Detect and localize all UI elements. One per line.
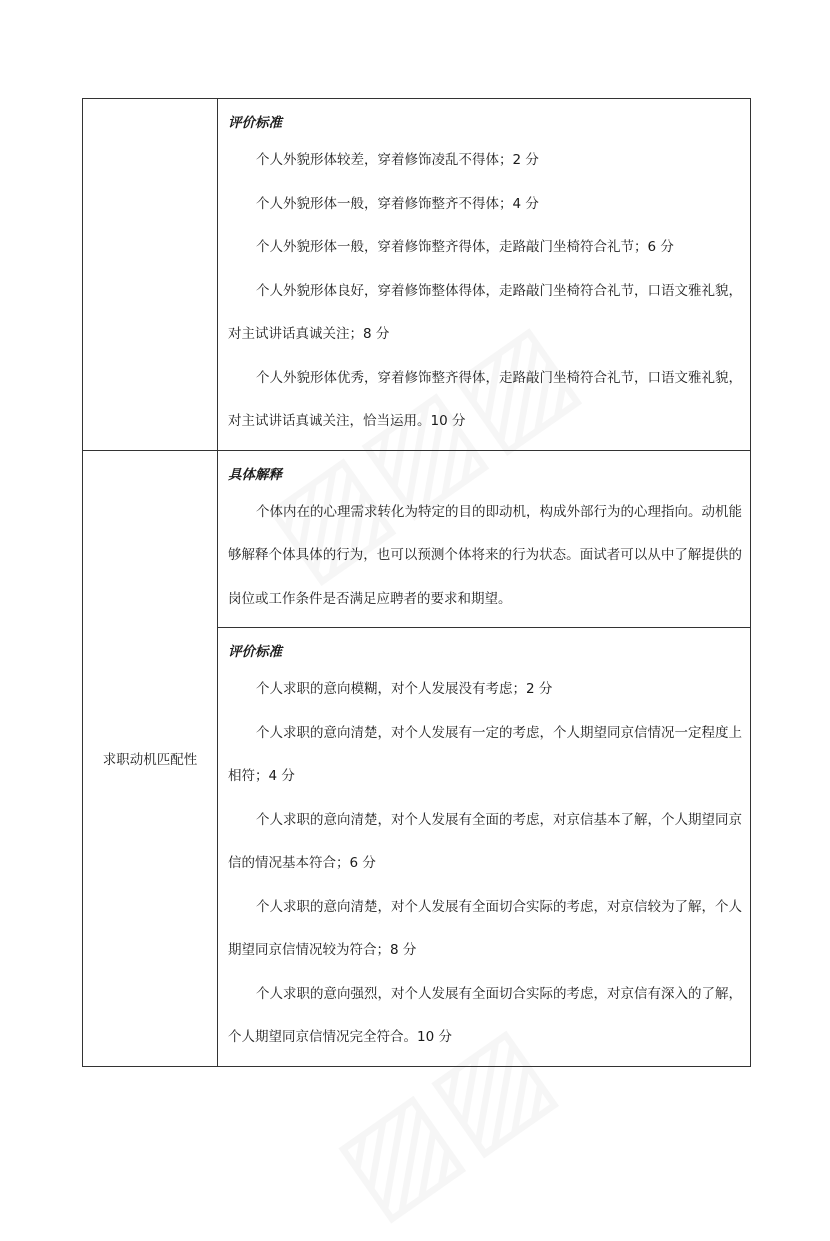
section-heading: 评价标准 (228, 115, 282, 131)
criterion-paragraph: 个人外貌形体较差，穿着修饰凌乱不得体；2 分 (256, 152, 539, 168)
section-heading: 评价标准 (228, 644, 282, 660)
explanation-paragraph: 个体内在的心理需求转化为特定的目的即动机，构成外部行为的心理指向。动机能够解释个体具体的行为，也可以预测个体将来的行为状态。面试者可以从中了解提供的岗位或工作条件是否满足应聘者的要求和期望。 (228, 503, 742, 607)
table-row (83, 99, 751, 451)
criterion-paragraph: 个人外貌形体优秀，穿着修饰整齐得体，走路敲门坐椅符合礼节，口语文雅礼貌，对主试讲话真诚关注，恰当运用。10 分 (228, 369, 742, 429)
table-row (83, 450, 751, 628)
criterion-paragraph: 个人求职的意向模糊，对个人发展没有考虑；2 分 (256, 681, 553, 697)
section-heading: 具体解释 (228, 466, 282, 483)
criterion-paragraph: 个人外貌形体一般，穿着修饰整齐不得体；4 分 (256, 195, 539, 212)
criterion-paragraph: 个人外貌形体良好，穿着修饰整体得体，走路敲门坐椅符合礼节，口语文雅礼貌，对主试讲话真诚关注；8 分 (228, 282, 742, 342)
criterion-paragraph: 个人求职的意向清楚，对个人发展有全面切合实际的考虑，对京信较为了解，个人期望同京信情况较为符合；8 分 (228, 898, 742, 958)
criterion-paragraph: 个人求职的意向清楚，对个人发展有全面的考虑，对京信基本了解，个人期望同京信的情况基本符合；6 分 (228, 811, 742, 871)
evaluation-standard-cell (218, 628, 751, 1067)
criteria-table (82, 98, 751, 1067)
criterion-paragraph: 个人求职的意向清楚，对个人发展有一定的考虑，个人期望同京信情况一定程度上相符；4 分 (228, 724, 742, 784)
criterion-paragraph: 个人求职的意向强烈，对个人发展有全面切合实际的考虑，对京信有深入的了解，个人期望同京信情况完全符合。10 分 (228, 985, 742, 1045)
row-label-cell (83, 99, 218, 451)
criterion-paragraph: 个人外貌形体一般，穿着修饰整齐得体，走路敲门坐椅符合礼节；6 分 (256, 239, 674, 255)
row-label-cell: 求职动机匹配性 (83, 450, 218, 1066)
explanation-cell (218, 450, 751, 628)
evaluation-standard-cell (218, 99, 751, 451)
